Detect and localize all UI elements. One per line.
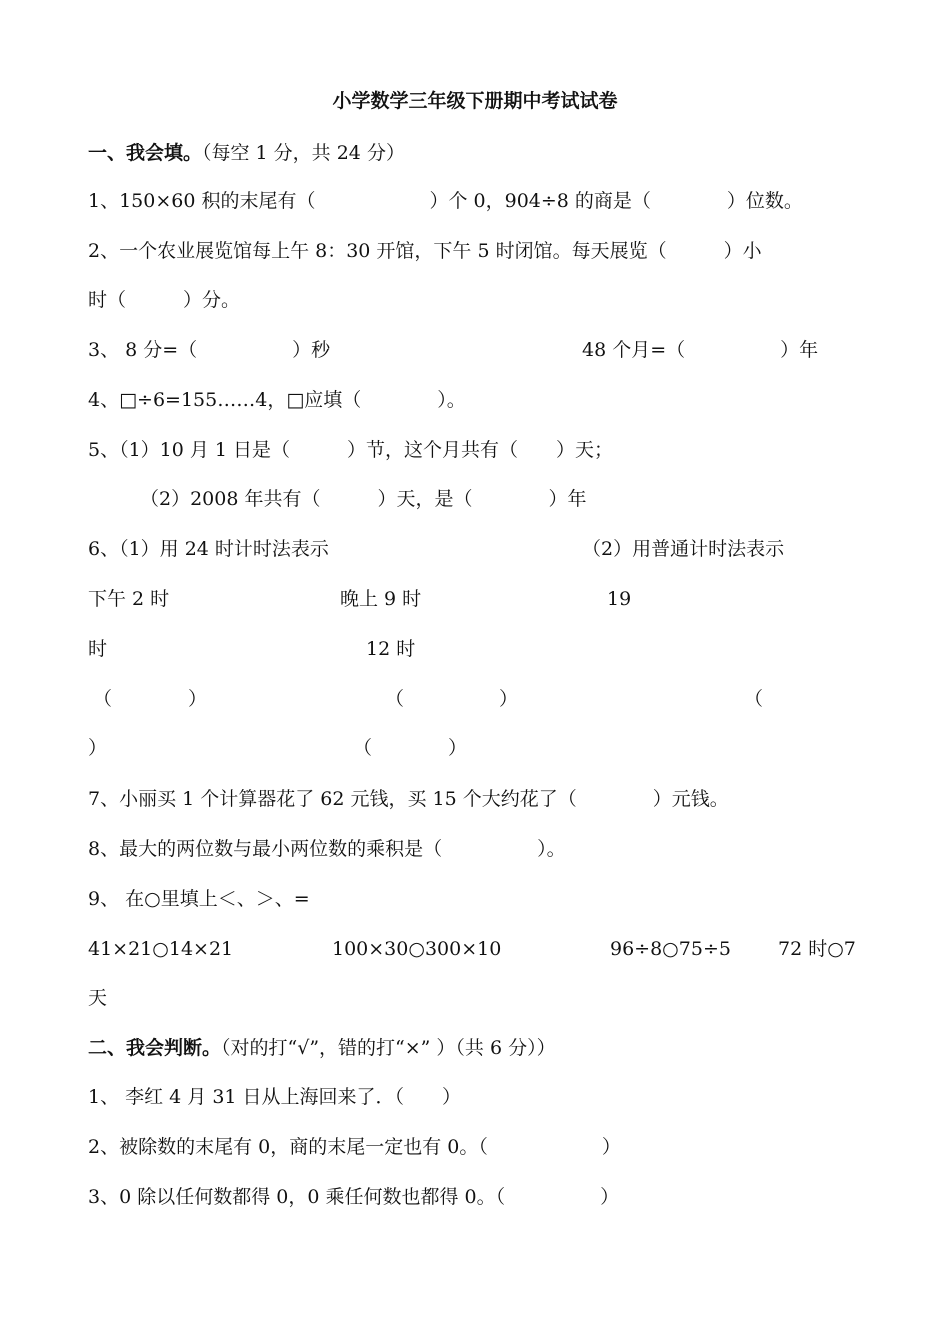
question-6-part-2-label: （2）用普通计时法表示 [582,538,785,560]
section-2-note: （对的打“√”，错的打“×” ）（共 6 分）） [221,1037,556,1059]
question-6-blank-3-close: ） [88,737,108,759]
question-6-blank-3-open: （ [744,688,764,710]
question-9-item-4: 72 时○7 [778,938,856,960]
question-2-line-2: 时（ ）分。 [88,289,241,311]
question-9-item-2: 100×30○300×10 [332,938,502,960]
section-2-header [88,1035,556,1061]
question-9-item-3: 96÷8○75÷5 [610,938,731,960]
question-4: 4、□÷6=155……4，□应填（ ）。 [88,389,466,411]
section-2-heading: 二、我会判断。 [88,1037,222,1059]
question-6-item-19: 19 [607,588,632,610]
section-1-heading: 一、我会填。 [88,142,203,164]
page-title: 小学数学三年级下册期中考试试卷 [332,90,618,112]
section-1-note: （每空 1 分，共 24 分） [202,142,405,164]
section-1-header [88,140,405,166]
question-8: 8、最大的两位数与最小两位数的乘积是（ ）。 [88,838,566,860]
question-5-line-2: （2）2008 年共有（ ）天，是（ ）年 [140,488,587,510]
question-9-item-4-unit: 天 [88,987,108,1009]
question-1: 1、150×60 积的末尾有（ ）个 0，904÷8 的商是（ ）位数。 [88,190,803,212]
question-6-item-evening: 晚上 9 时 [340,588,422,610]
question-6-item-afternoon: 下午 2 时 [88,588,170,610]
question-6-blank-2: （ ） [385,688,519,710]
question-6-blank-4: （ ） [353,737,468,759]
judge-1: 1、 李红 4 月 31 日从上海回来了．（ ） [88,1086,462,1108]
question-6-blank-1: （ ） [93,688,208,710]
question-6-item-12: 12 时 [366,638,416,660]
question-3-part-a: 3、 8 分=（ ）秒 [88,339,331,361]
question-6-item-19-unit: 时 [88,638,108,660]
question-7: 7、小丽买 1 个计算器花了 62 元钱，买 15 个大约花了（ ）元钱。 [88,788,729,810]
question-9: 9、 在○里填上＜、＞、= [88,888,310,910]
judge-3: 3、0 除以任何数都得 0，0 乘任何数也都得 0。（ ） [88,1186,620,1208]
question-3-part-b: 48 个月=（ ）年 [582,339,819,361]
judge-2: 2、被除数的末尾有 0，商的末尾一定也有 0。（ ） [88,1136,621,1158]
question-2-line-1: 2、一个农业展览馆每上午 8：30 开馆，下午 5 时闭馆。每天展览（ ）小 [88,240,762,262]
question-5-line-1: 5、（1）10 月 1 日是（ ）节，这个月共有（ ）天； [88,439,614,461]
question-6-part-1-label: 6、（1）用 24 时计时法表示 [88,538,329,560]
question-9-item-1: 41×21○14×21 [88,938,234,960]
